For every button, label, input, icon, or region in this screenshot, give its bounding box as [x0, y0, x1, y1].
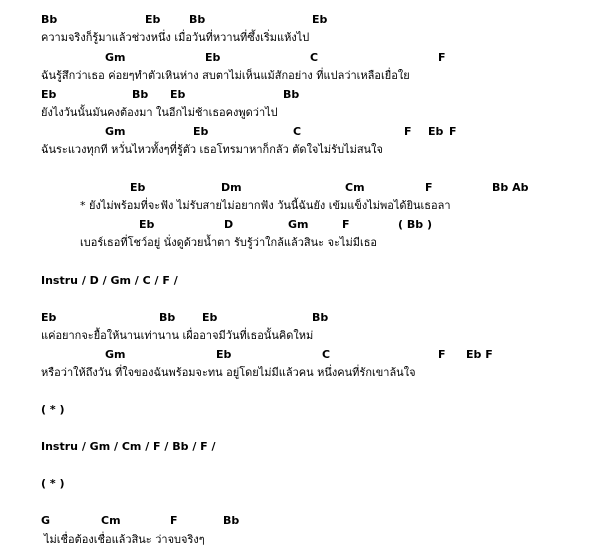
chord: Bb: [283, 88, 300, 101]
lyric-line: ฉันรู้สึกว่าเธอ ค่อยๆทำตัวเหินห่าง สบตาไม่เห็นแม้สักอย่าง ที่แปลว่าเหลือเยื่อใย: [41, 69, 410, 82]
lyric-line: เบอร์เธอที่โชว์อยู่ นั่งดูด้วยน้ำตา รับรู้ว่าใกล้แล้วสินะ จะไม่มีเธอ: [80, 236, 378, 249]
chord: Cm: [101, 514, 121, 527]
lyric-line: ฉันระแวงทุกที หวั่นไหวทั้งๆที่รู้ตัว เธอโทรมาหาก็กลัว ตัดใจไม่รับไม่สนใจ: [41, 143, 383, 156]
chord: Eb: [170, 88, 186, 101]
chord: D: [224, 218, 234, 231]
chord: Eb: [216, 348, 232, 361]
chord: Eb F: [466, 348, 493, 361]
chord: Eb: [130, 181, 146, 194]
chord: Gm: [105, 51, 126, 64]
instrumental-line: Instru / D / Gm / C / F /: [41, 274, 178, 287]
chord: Bb Ab: [492, 181, 529, 194]
chord: Gm: [105, 125, 126, 138]
chord: ( Bb ): [398, 218, 432, 231]
chord: Bb: [159, 311, 176, 324]
chord-line: [0, 181, 600, 199]
chord-line: [0, 348, 600, 366]
chorus-repeat-marker: ( * ): [41, 477, 65, 490]
lyric-line: * ยังไม่พร้อมที่จะฟัง ไม่รับสายไม่อยากฟัง วันนี้ฉันยัง เข้มแข็งไม่พอได้ยินเธอลา: [80, 199, 451, 212]
lyric-line: หรือว่าให้ถึงวัน ที่ใจของฉันพร้อมจะทน อยู่โดยไม่มีแล้วคน หนึ่งคนที่รักเขาล้นใจ: [41, 366, 416, 379]
chord: Bb: [132, 88, 149, 101]
chord-line: [0, 514, 600, 532]
chord: C: [310, 51, 319, 64]
chord-line: [0, 13, 600, 31]
lyric-line: ความจริงก็รู้มาแล้วช่วงหนึ่ง เมื่อวันที่หวานที่ซึ้งเริ่มแห้งไป: [41, 31, 310, 44]
chord: F: [170, 514, 178, 527]
chord: Eb: [205, 51, 221, 64]
chord-line: [0, 51, 600, 69]
chord-line: [0, 125, 600, 143]
chord: Eb: [139, 218, 155, 231]
chord: Bb: [189, 13, 206, 26]
chord: Eb: [202, 311, 218, 324]
chord: C: [322, 348, 331, 361]
chord: F: [438, 348, 446, 361]
chord: Dm: [221, 181, 242, 194]
chord: Eb: [428, 125, 444, 138]
chord-line: [0, 218, 600, 236]
chord: F: [404, 125, 412, 138]
chord: Bb: [41, 13, 58, 26]
chord: Eb: [312, 13, 328, 26]
chord: C: [293, 125, 302, 138]
chord: Gm: [288, 218, 309, 231]
chord: Eb: [193, 125, 209, 138]
chord: Eb: [41, 311, 57, 324]
chord: F: [342, 218, 350, 231]
chord: G: [41, 514, 51, 527]
chord: Eb: [145, 13, 161, 26]
chord: Cm: [345, 181, 365, 194]
chord: F: [438, 51, 446, 64]
lyric-line: แค่อยากจะยื้อให้นานเท่านาน เผื่ออาจมีวันที่เธอนั้นคิดใหม่: [41, 329, 314, 342]
chord: Eb: [41, 88, 57, 101]
lyric-line: ยังไงวันนั้นมันคงต้องมา ในอีกไม่ช้าเธอคงพูดว่าไป: [41, 106, 278, 119]
instrumental-line: Instru / Gm / Cm / F / Bb / F /: [41, 440, 216, 453]
chord-line: [0, 311, 600, 329]
chord: Gm: [105, 348, 126, 361]
chord: F: [449, 125, 457, 138]
lyric-line: ไม่เชื่อต้องเชื่อแล้วสินะ ว่าจบจริงๆ: [44, 533, 205, 546]
chorus-repeat-marker: ( * ): [41, 403, 65, 416]
chord: Bb: [223, 514, 240, 527]
chord: Bb: [312, 311, 329, 324]
chord: F: [425, 181, 433, 194]
chord-line: [0, 88, 600, 106]
